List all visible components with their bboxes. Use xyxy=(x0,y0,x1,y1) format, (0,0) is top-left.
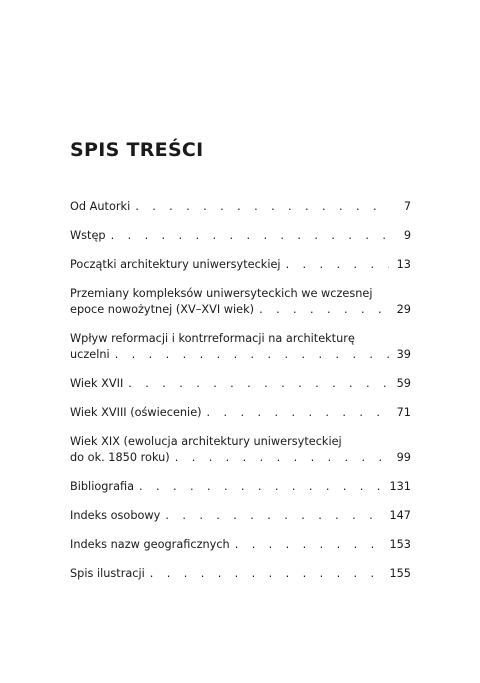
table-of-contents xyxy=(70,199,411,582)
toc-entry xyxy=(70,566,411,582)
toc-entry-title: Bibliografia xyxy=(70,480,135,493)
toc-entry-title: Wiek XVII xyxy=(70,377,124,390)
toc-entry xyxy=(70,434,411,466)
toc-entry xyxy=(70,286,411,318)
toc-page-number: 131 xyxy=(389,480,411,493)
toc-page-number: 155 xyxy=(389,567,411,580)
toc-page-number: 29 xyxy=(396,303,411,316)
toc-page-number: 147 xyxy=(389,509,411,522)
toc-entry-title-line: Przemiany kompleksów uniwersyteckich we wczesnej xyxy=(70,287,373,300)
toc-entry xyxy=(70,228,411,244)
dot-leader xyxy=(286,257,389,273)
dot-leader xyxy=(235,537,386,553)
toc-entry xyxy=(70,199,411,215)
dot-leader xyxy=(115,347,389,363)
toc-entry-title-line: Wiek XIX (ewolucja architektury uniwersyteckiej xyxy=(70,435,342,448)
dot-leader xyxy=(135,199,389,215)
toc-entry xyxy=(70,257,411,273)
dot-leader xyxy=(207,405,389,421)
toc-entry-title: do ok. 1850 roku) xyxy=(70,451,170,464)
dot-leader xyxy=(175,450,389,466)
toc-page-number: 71 xyxy=(396,406,411,419)
toc-entry-title: epoce nowożytnej (XV–XVI wiek) xyxy=(70,303,255,316)
toc-entry xyxy=(70,537,411,553)
toc-page-number: 99 xyxy=(396,451,411,464)
toc-entry-title: Indeks nazw geograficznych xyxy=(70,538,230,551)
toc-entry-title-line: Wpływ reformacji i kontrreformacji na architekturę xyxy=(70,332,355,345)
dot-leader xyxy=(150,566,386,582)
toc-entry xyxy=(70,508,411,524)
page-title: SPIS TREŚCI xyxy=(70,139,204,161)
toc-page-number: 153 xyxy=(389,538,411,551)
toc-entry-title: Początki architektury uniwersyteckiej xyxy=(70,258,281,271)
dot-leader xyxy=(139,479,385,495)
toc-entry xyxy=(70,331,411,363)
toc-entry-title: uczelni xyxy=(70,348,110,361)
toc-entry xyxy=(70,405,411,421)
toc-page-number: 9 xyxy=(403,229,411,242)
toc-page-number: 7 xyxy=(403,200,411,213)
dot-leader xyxy=(165,508,385,524)
toc-entry-title: Wstęp xyxy=(70,229,106,242)
dot-leader xyxy=(128,376,389,392)
toc-entry-title: Od Autorki xyxy=(70,200,131,213)
toc-entry-title: Indeks osobowy xyxy=(70,509,161,522)
toc-entry-title: Spis ilustracji xyxy=(70,567,145,580)
toc-page-number: 39 xyxy=(396,348,411,361)
toc-page-number: 13 xyxy=(396,258,411,271)
toc-page-number: 59 xyxy=(396,377,411,390)
toc-entry xyxy=(70,376,411,392)
dot-leader xyxy=(111,228,389,244)
toc-entry-title: Wiek XVIII (oświecenie) xyxy=(70,406,202,419)
dot-leader xyxy=(259,302,389,318)
toc-entry xyxy=(70,479,411,495)
